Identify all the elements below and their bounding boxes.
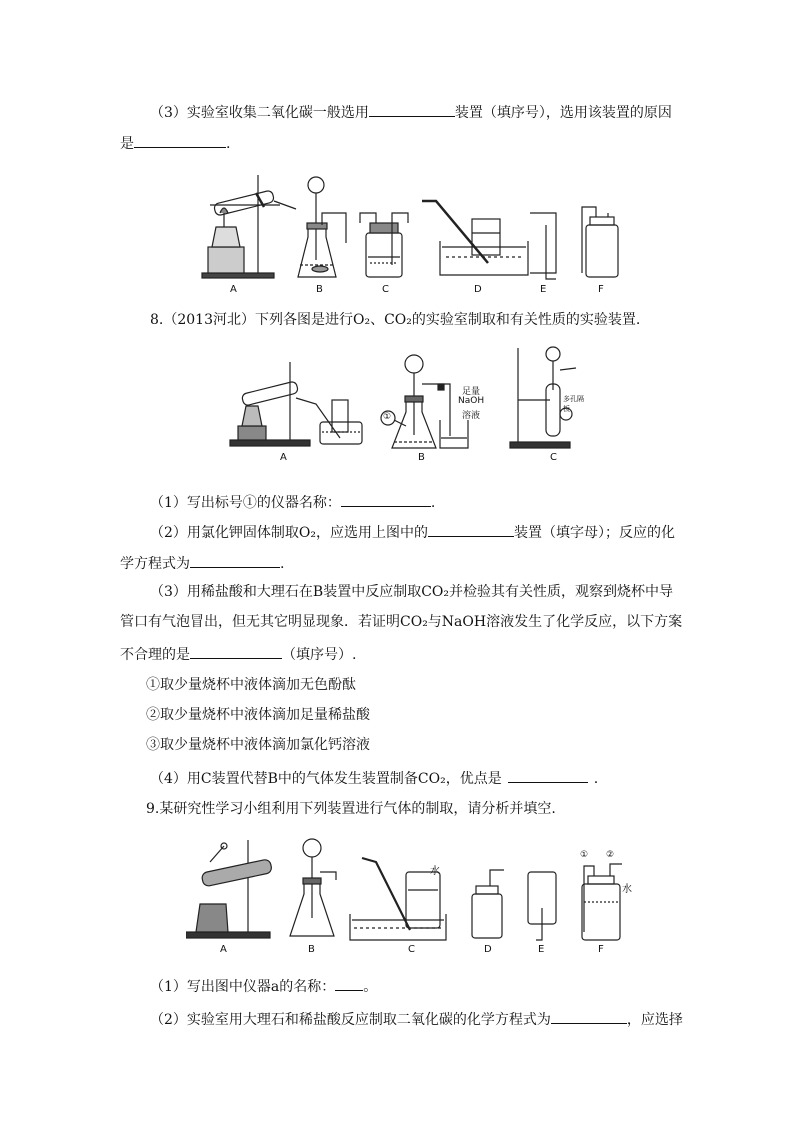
naoh-label: NaOH	[458, 396, 485, 406]
naoh-label: 溶液	[462, 411, 481, 421]
q9-figure-text	[186, 832, 636, 957]
question-text: 装置（填字母）；反应的化	[514, 525, 675, 541]
answer-blank[interactable]	[551, 1008, 627, 1024]
punctuation: .	[430, 495, 436, 511]
label-c: C	[550, 452, 557, 463]
water-label: 水	[430, 866, 440, 877]
question-text: （2）实验室用大理石和稀盐酸反应制取二氧化碳的化学方程式为	[150, 1012, 551, 1028]
label-f: F	[598, 944, 604, 955]
port-2-label: ②	[606, 850, 615, 860]
punctuation: .	[226, 136, 231, 152]
apparatus-b	[298, 177, 346, 277]
label-e: E	[540, 284, 547, 295]
label-c: C	[382, 284, 389, 295]
plate-label: 多孔隔板	[563, 395, 584, 413]
punctuation: .	[593, 771, 599, 787]
q8-part3-line2: 管口有气泡冒出，但无其它明显现象．若证明CO₂与NaOH溶液发生了化学反应，以下方案	[120, 614, 683, 630]
label-a: A	[280, 452, 287, 463]
question-text: （4）用C装置代替B中的气体发生装置制备CO₂，优点是	[150, 771, 502, 787]
apparatus-a	[202, 175, 296, 278]
apparatus-e	[530, 213, 556, 279]
q7-figure-labels	[190, 284, 630, 298]
answer-blank[interactable]	[369, 101, 455, 117]
answer-blank[interactable]	[134, 132, 226, 148]
q8-part3-line1: （3）用稀盐酸和大理石在B装置中反应制取CO₂并检验其有关性质，观察到烧杯中导	[150, 584, 673, 600]
question-text: 装置（填序号），选用该装置的原因	[454, 105, 672, 121]
q8-part3-line3	[120, 643, 356, 665]
q9-part1	[150, 975, 377, 997]
q8-part2-line2	[120, 552, 284, 574]
question-text: （1）写出图中仪器a的名称：	[150, 979, 336, 995]
q7-apparatus-figure	[190, 165, 630, 300]
punctuation: 。	[363, 979, 378, 995]
port-1-label: ①	[580, 850, 589, 860]
label-e: E	[538, 944, 545, 955]
question-text: 是	[120, 136, 134, 152]
q8-figure-text	[228, 340, 588, 465]
punctuation: .	[280, 556, 285, 572]
apparatus-c	[360, 213, 408, 277]
q8-option-1: ①取少量烧杯中液体滴加无色酚酞	[146, 677, 356, 693]
question-text: ，应选择	[626, 1012, 683, 1028]
question-text: （2）用氯化钾固体制取O₂，应选用上图中的	[150, 525, 428, 541]
question-text: 不合理的是	[120, 647, 190, 663]
answer-blank[interactable]	[341, 491, 431, 507]
q8-part2-line1	[150, 521, 675, 543]
naoh-label: 足量	[462, 387, 481, 397]
label-b: B	[418, 452, 425, 463]
q9-intro: 9.某研究性学习小组利用下列装置进行气体的制取，请分析并填空.	[146, 801, 556, 817]
q8-option-3: ③取少量烧杯中液体滴加氯化钙溶液	[146, 737, 370, 753]
label-d: D	[474, 284, 482, 295]
label-d: D	[484, 944, 492, 955]
label-c: C	[408, 944, 415, 955]
answer-blank[interactable]	[335, 975, 363, 991]
label-f: F	[598, 284, 604, 295]
label-a: A	[230, 284, 237, 295]
q7-part3-line1	[150, 101, 672, 123]
q8-part4	[150, 767, 598, 789]
q8-option-2: ②取少量烧杯中液体滴加足量稀盐酸	[146, 707, 370, 723]
water-label: 水	[622, 884, 632, 895]
question-text: （填序号）.	[282, 647, 357, 663]
label-b: B	[316, 284, 323, 295]
answer-blank[interactable]	[190, 643, 282, 659]
label-a: A	[220, 944, 227, 955]
answer-blank[interactable]	[428, 521, 514, 537]
question-text: （1）写出标号①的仪器名称：	[150, 495, 341, 511]
marker-1: ①	[383, 412, 392, 422]
apparatus-f	[582, 207, 618, 277]
question-text: 学方程式为	[120, 556, 190, 572]
question-text: （3）实验室收集二氧化碳一般选用	[150, 105, 369, 121]
apparatus-d	[422, 201, 528, 275]
q8-intro: 8.（2013河北）下列各图是进行O₂、CO₂的实验室制取和有关性质的实验装置.	[150, 312, 641, 328]
answer-blank[interactable]	[190, 552, 280, 568]
q8-part1	[150, 491, 435, 513]
label-b: B	[308, 944, 315, 955]
q9-part2	[150, 1008, 683, 1030]
answer-blank[interactable]	[508, 767, 588, 783]
q7-part3-line2	[120, 132, 230, 154]
